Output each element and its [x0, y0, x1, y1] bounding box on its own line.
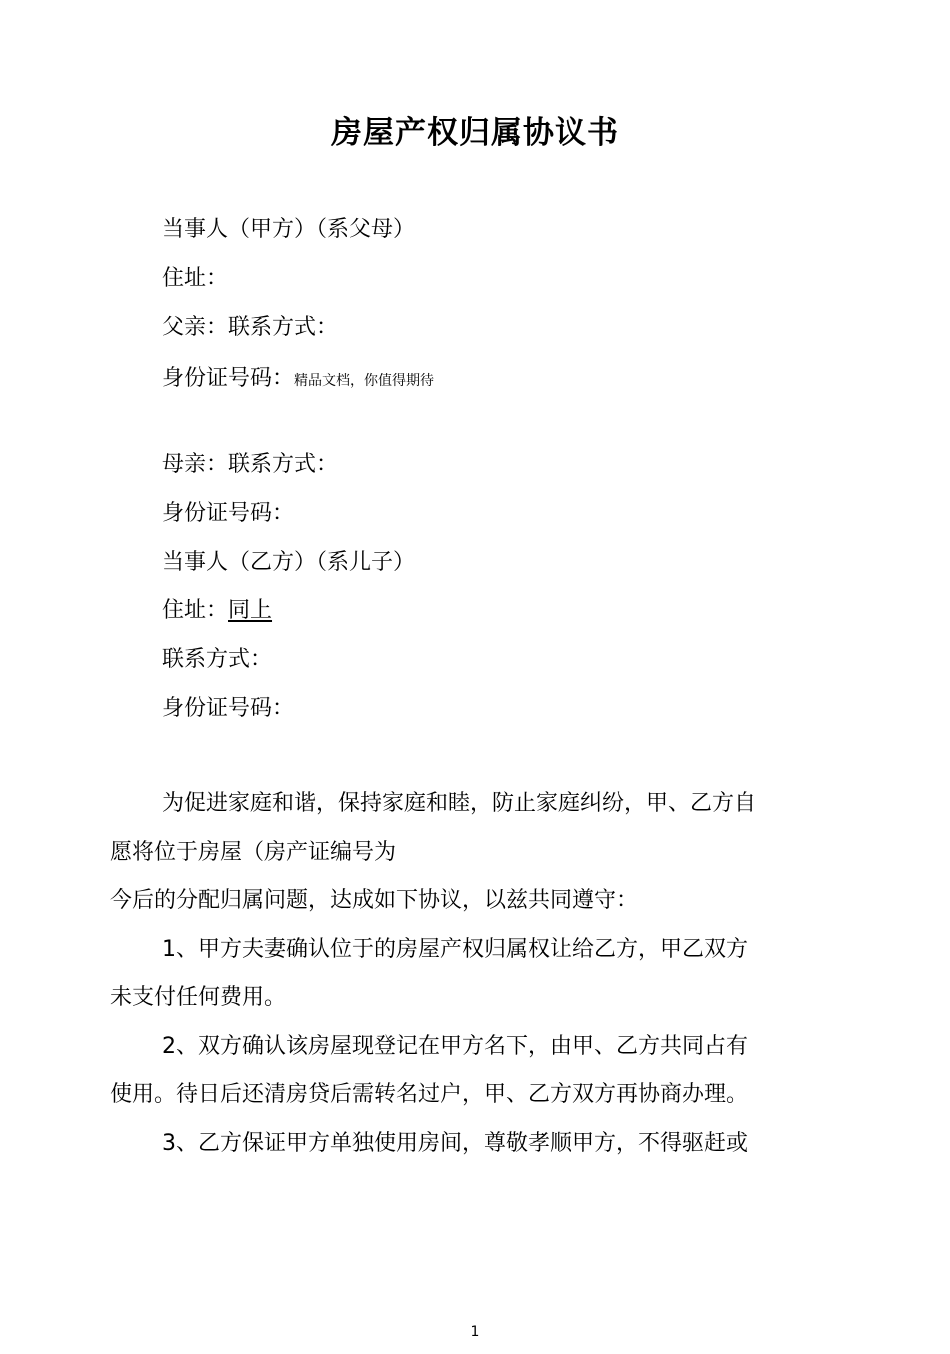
- father-id-label: 身份证号码：: [162, 366, 295, 391]
- mother-id-label: 身份证号码：: [162, 501, 295, 526]
- document-title: 房屋产权归属协议书: [331, 115, 619, 151]
- clause-2-line-1: 2、双方确认该房屋现登记在甲方名下，由甲、乙方共同占有: [162, 1033, 748, 1059]
- father-id-note: 精品文档，你值得期待: [294, 373, 435, 389]
- intro-line-3: 今后的分配归属问题，达成如下协议，以兹共同遵守：: [110, 888, 639, 913]
- clause-2-line-2: 使用。待日后还清房贷后需转名过户，甲、乙方双方再协商办理。: [110, 1082, 749, 1107]
- party-b-address-row: [162, 595, 272, 627]
- intro-line-2: 愿将位于房屋（房产证编号为: [110, 839, 397, 865]
- clause-3-line-1: 3、乙方保证甲方单独使用房间，尊敬孝顺甲方，不得驱赶或: [162, 1130, 748, 1156]
- page-number: 1: [470, 1324, 480, 1340]
- father-id-row: [162, 363, 434, 397]
- party-b-contact-label: 联系方式：: [162, 647, 273, 672]
- party-a-address-label: 住址：: [162, 266, 229, 291]
- mother-contact-label: 母亲：联系方式：: [162, 452, 339, 477]
- party-b-id-label: 身份证号码：: [162, 696, 295, 721]
- party-b-address-label: 住址：: [162, 598, 229, 623]
- clause-1-line-2: 未支付任何费用。: [110, 985, 287, 1010]
- father-contact-label: 父亲：联系方式：: [162, 315, 339, 340]
- party-b-heading: 当事人（乙方）（系儿子）: [162, 550, 416, 575]
- clause-1-line-1: 1、甲方夫妻确认位于的房屋产权归属权让给乙方，甲乙双方: [162, 936, 748, 962]
- party-b-address-value: 同上: [228, 598, 273, 623]
- party-a-heading: 当事人（甲方）（系父母）: [162, 217, 416, 242]
- agreement-body: [110, 780, 840, 1168]
- intro-line-1: 为促进家庭和谐，保持家庭和睦，防止家庭纠纷，甲、乙方自: [162, 791, 757, 816]
